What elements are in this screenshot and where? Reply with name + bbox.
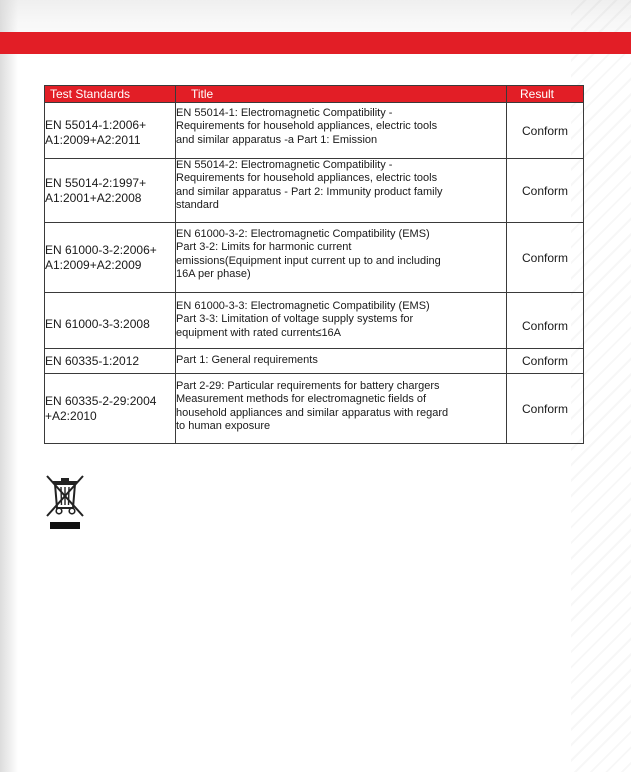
header-title: Title <box>176 86 507 103</box>
standard-line: EN 61000-3-2:2006+ <box>45 242 157 257</box>
title-line: EN 61000-3-3: Electromagnetic Compatibility (EMS) <box>176 300 430 312</box>
standard-line: EN 61000-3-3:2008 <box>45 317 150 331</box>
title-line: Part 3-2: Limits for harmonic current <box>176 241 352 254</box>
table-header-row <box>45 86 584 103</box>
standard-cell <box>45 293 176 349</box>
standard-line: EN 60335-2-29:2004 <box>45 393 157 408</box>
standard-line: A1:2009+A2:2009 <box>45 257 142 272</box>
standard-cell <box>45 103 176 159</box>
table-row <box>45 223 584 293</box>
header-result: Result <box>507 86 584 103</box>
title-line: Measurement methods for electromagnetic fields of <box>176 393 427 406</box>
standard-cell <box>45 159 176 223</box>
title-cell <box>176 103 507 159</box>
title-line: Part 1: General requirements <box>176 354 318 367</box>
standard-cell <box>45 223 176 293</box>
result-cell: Conform <box>507 103 584 159</box>
title-line: 16A per phase) <box>176 268 251 281</box>
header-test-standards: Test Standards <box>45 86 176 103</box>
title-line: EN 55014-1: Electromagnetic Compatibility - <box>176 107 393 119</box>
table-row <box>45 103 584 159</box>
title-line: emissions(Equipment input current up to and including <box>176 254 441 267</box>
result-cell: Conform <box>507 159 584 223</box>
table-row <box>45 349 584 374</box>
title-line: EN 61000-3-2: Electromagnetic Compatibility (EMS) <box>176 228 430 240</box>
standard-cell <box>45 349 176 374</box>
standard-cell <box>45 374 176 444</box>
standard-line: +A2:2010 <box>45 408 97 423</box>
title-line: Requirements for household appliances, electric tools <box>176 120 438 133</box>
table-row <box>45 293 584 349</box>
standard-line: A1:2009+A2:2011 <box>45 132 141 147</box>
table-row <box>45 159 584 223</box>
title-line: Part 3-3: Limitation of voltage supply systems for <box>176 313 414 326</box>
standard-line: EN 55014-1:2006+ <box>45 117 147 132</box>
result-cell: Conform <box>507 223 584 293</box>
crossed-out-wheelie-bin-icon <box>44 473 86 531</box>
title-line: EN 55014-2: Electromagnetic Compatibility - <box>176 159 393 171</box>
title-cell <box>176 374 507 444</box>
title-line: equipment with rated current≤16A <box>176 326 342 339</box>
standard-line: A1:2001+A2:2008 <box>45 190 142 205</box>
title-cell <box>176 159 507 223</box>
result-cell: Conform <box>507 349 584 374</box>
title-line: to human exposure <box>176 420 271 433</box>
title-cell <box>176 223 507 293</box>
standard-line: EN 60335-1:2012 <box>45 353 140 368</box>
result-cell: Conform <box>507 293 584 349</box>
title-line: Requirements for household appliances, electric tools <box>176 172 438 185</box>
standard-line: EN 55014-2:1997+ <box>45 175 147 190</box>
title-line: and similar apparatus - Part 2: Immunity product family <box>176 185 443 198</box>
table-row <box>45 374 584 444</box>
page-left-shade <box>0 0 18 772</box>
title-line: Part 2-29: Particular requirements for battery chargers <box>176 380 440 392</box>
title-cell <box>176 349 507 374</box>
result-cell: Conform <box>507 374 584 444</box>
title-line: household appliances and similar apparatus with regard <box>176 406 449 419</box>
standards-table <box>44 85 584 444</box>
header-red-band <box>0 32 631 54</box>
title-cell <box>176 293 507 349</box>
title-line: and similar apparatus -a Part 1: Emission <box>176 133 378 146</box>
title-line: standard <box>176 199 219 212</box>
